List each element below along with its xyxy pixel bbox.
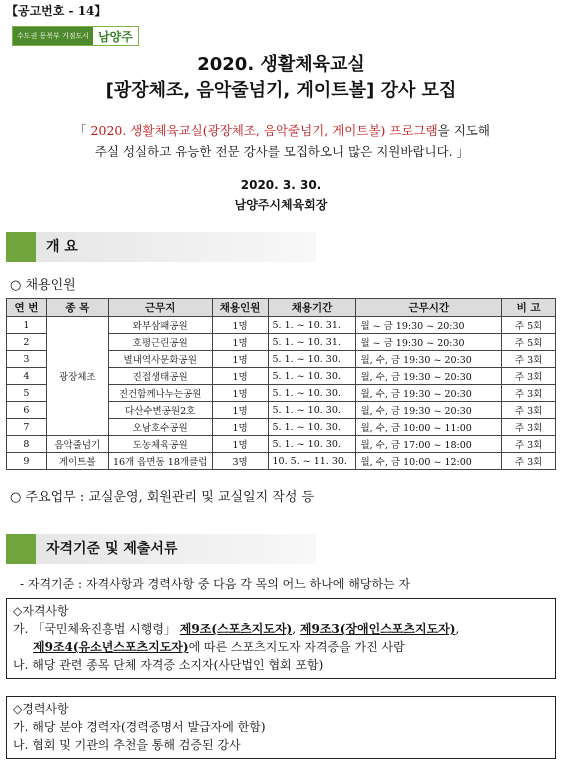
cell-note: 주 3회 bbox=[502, 385, 556, 402]
qualification-a2-bold: 제9조4(유소년스포츠지도자) bbox=[33, 640, 189, 654]
cell-period: 5. 1. ~ 10. 30. bbox=[268, 368, 356, 385]
cell-location: 진접생태공원 bbox=[108, 368, 212, 385]
cell-no: 6 bbox=[7, 402, 47, 419]
col-header-location: 근무지 bbox=[108, 299, 212, 317]
cell-headcount: 3명 bbox=[212, 453, 268, 470]
cell-location: 도농체육공원 bbox=[108, 436, 212, 453]
cell-note: 주 3회 bbox=[502, 453, 556, 470]
cell-period: 5. 1. ~ 10. 31. bbox=[268, 334, 356, 351]
cell-hours: 월, 수, 금 19:30 ~ 20:30 bbox=[356, 368, 502, 385]
cell-period: 5. 1. ~ 10. 30. bbox=[268, 436, 356, 453]
recruit-count-heading: ○ 채용인원 bbox=[10, 278, 76, 293]
cell-sport: 게이트볼 bbox=[46, 453, 108, 470]
col-header-hours: 근무시간 bbox=[356, 299, 502, 317]
cell-no: 4 bbox=[7, 368, 47, 385]
intro-line1-rest: 을 지도해 bbox=[437, 123, 490, 138]
intro-paragraph bbox=[14, 120, 550, 162]
notice-number: 【공고번호 - 14】 bbox=[6, 4, 107, 18]
cell-hours: 월, 수, 금 10:00 ~ 11:00 bbox=[356, 419, 502, 436]
experience-box bbox=[6, 696, 556, 759]
experience-item-a: 가. 해당 분야 경력자(경력증명서 발급자에 한함) bbox=[13, 720, 266, 734]
cell-location: 오남호수공원 bbox=[108, 419, 212, 436]
city-logo bbox=[12, 26, 139, 46]
qualification-a-sep: , bbox=[292, 622, 300, 636]
main-duties: ○ 주요업무 : 교실운영, 회원관리 및 교실일지 작성 등 bbox=[10, 490, 315, 505]
cell-no: 3 bbox=[7, 351, 47, 368]
cell-note: 주 3회 bbox=[502, 436, 556, 453]
page-subtitle: [광장체조, 음악줄넘기, 게이트볼] 강사 모집 bbox=[105, 80, 457, 101]
cell-location: 다산수변공원2호 bbox=[108, 402, 212, 419]
cell-period: 5. 1. ~ 10. 30. bbox=[268, 419, 356, 436]
cell-no: 5 bbox=[7, 385, 47, 402]
cell-no: 2 bbox=[7, 334, 47, 351]
cell-sport: 광장체조 bbox=[46, 317, 108, 436]
qualification-item-b: 나. 해당 관련 종목 단체 자격증 소지자(사단법인 협회 포함) bbox=[13, 658, 324, 672]
cell-location: 호평근린공원 bbox=[108, 334, 212, 351]
logo-city-name: 남양주 bbox=[98, 29, 133, 44]
col-header-note: 비 고 bbox=[502, 299, 556, 317]
cell-hours: 월, 수, 금 19:30 ~ 20:30 bbox=[356, 351, 502, 368]
qualification-item-a-cont bbox=[13, 638, 549, 656]
cell-headcount: 1명 bbox=[212, 351, 268, 368]
cell-note: 주 3회 bbox=[502, 368, 556, 385]
issuing-organization: 남양주시체육회장 bbox=[234, 198, 328, 212]
section-overview-title: 개 요 bbox=[36, 232, 316, 262]
cell-hours: 월, 수, 금 10:00 ~ 12:00 bbox=[356, 453, 502, 470]
experience-item-b: 나. 협회 및 기관의 추천을 통해 검증된 강사 bbox=[13, 738, 241, 752]
logo-slogan: 수도권 동북부 거점도시 bbox=[13, 27, 93, 45]
qualification-a2-rest: 에 따른 스포츠지도자 자격증을 가진 사람 bbox=[188, 640, 405, 654]
table-header-row bbox=[7, 299, 556, 317]
cell-no: 9 bbox=[7, 453, 47, 470]
page-title: 2020. 생활체육교실 bbox=[197, 54, 365, 75]
cell-location: 와부삼패공원 bbox=[108, 317, 212, 334]
cell-hours: 월 ~ 금 19:30 ~ 20:30 bbox=[356, 334, 502, 351]
cell-headcount: 1명 bbox=[212, 334, 268, 351]
cell-period: 5. 1. ~ 10. 30. bbox=[268, 402, 356, 419]
experience-heading: ◇경력사항 bbox=[13, 702, 69, 716]
cell-note: 주 5회 bbox=[502, 334, 556, 351]
section-marker bbox=[6, 534, 36, 564]
cell-period: 5. 1. ~ 10. 30. bbox=[268, 351, 356, 368]
col-header-no: 연 번 bbox=[7, 299, 47, 317]
cell-period: 10. 5. ~ 11. 30. bbox=[268, 453, 356, 470]
cell-period: 5. 1. ~ 10. 31. bbox=[268, 317, 356, 334]
cell-headcount: 1명 bbox=[212, 385, 268, 402]
cell-hours: 월, 수, 금 17:00 ~ 18:00 bbox=[356, 436, 502, 453]
cell-note: 주 3회 bbox=[502, 402, 556, 419]
cell-location: 별내역사문화공원 bbox=[108, 351, 212, 368]
qualification-a-prefix: 가. 「국민체육진흥법 시행령」 bbox=[13, 622, 180, 636]
cell-no: 1 bbox=[7, 317, 47, 334]
table-row bbox=[7, 317, 556, 334]
cell-headcount: 1명 bbox=[212, 368, 268, 385]
cell-note: 주 3회 bbox=[502, 351, 556, 368]
col-header-headcount: 채용인원 bbox=[212, 299, 268, 317]
cell-hours: 월, 수, 금 19:30 ~ 20:30 bbox=[356, 385, 502, 402]
recruitment-table bbox=[6, 298, 556, 470]
section-qualification-title: 자격기준 및 제출서류 bbox=[36, 534, 316, 564]
cell-note: 주 5회 bbox=[502, 317, 556, 334]
section-qualification-header bbox=[6, 534, 316, 564]
notice-date: 2020. 3. 30. bbox=[240, 178, 322, 192]
col-header-period: 채용기간 bbox=[268, 299, 356, 317]
cell-hours: 월 ~ 금 19:30 ~ 20:30 bbox=[356, 317, 502, 334]
col-header-sport: 종 목 bbox=[46, 299, 108, 317]
qualification-item-a bbox=[13, 620, 549, 638]
cell-sport: 음악줄넘기 bbox=[46, 436, 108, 453]
cell-note: 주 3회 bbox=[502, 419, 556, 436]
table-row bbox=[7, 436, 556, 453]
cell-headcount: 1명 bbox=[212, 317, 268, 334]
cell-headcount: 1명 bbox=[212, 402, 268, 419]
cell-no: 7 bbox=[7, 419, 47, 436]
qualification-a-bold1: 제9조(스포츠지도자) bbox=[179, 622, 293, 636]
qualification-heading: ◇자격사항 bbox=[13, 604, 69, 618]
qualification-a-end: , bbox=[455, 622, 460, 636]
qualification-a-bold2: 제9조3(장애인스포츠지도자) bbox=[299, 622, 456, 636]
cell-hours: 월, 수, 금 19:30 ~ 20:30 bbox=[356, 402, 502, 419]
table-row bbox=[7, 453, 556, 470]
intro-open-quote: 「 bbox=[74, 123, 91, 138]
cell-period: 5. 1. ~ 10. 30. bbox=[268, 385, 356, 402]
intro-highlight: 2020. 생활체육교실(광장체조, 음악줄넘기, 게이트볼) 프로그램 bbox=[90, 123, 438, 138]
cell-no: 8 bbox=[7, 436, 47, 453]
cell-headcount: 1명 bbox=[212, 419, 268, 436]
criteria-line: - 자격기준 : 자격사항과 경력사항 중 다음 각 목의 어느 하나에 해당하는 자 bbox=[20, 577, 411, 591]
cell-location: 진건함께나누는공원 bbox=[108, 385, 212, 402]
section-marker bbox=[6, 232, 36, 262]
intro-line2: 주실 성실하고 유능한 전문 강사를 모집하오니 많은 지원바랍니다. 」 bbox=[94, 144, 470, 159]
cell-location: 16개 읍면동 18개클럽 bbox=[108, 453, 212, 470]
section-overview-header bbox=[6, 232, 316, 262]
cell-headcount: 1명 bbox=[212, 436, 268, 453]
qualification-box bbox=[6, 598, 556, 679]
